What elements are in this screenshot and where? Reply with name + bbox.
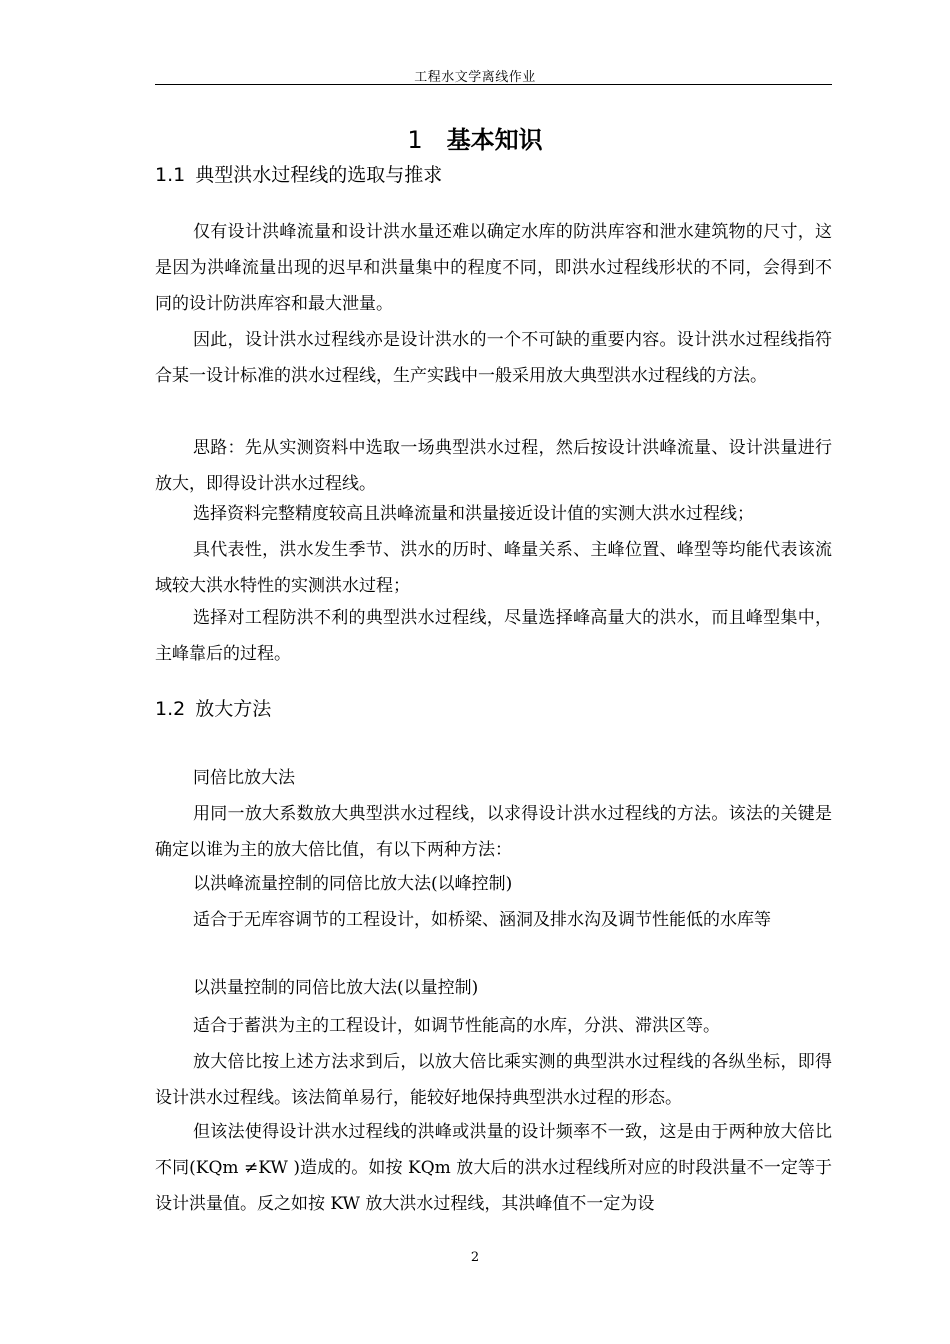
- page-number: 2: [470, 1250, 480, 1265]
- section-1-2-title: [155, 694, 271, 721]
- chapter-title: [0, 120, 950, 155]
- paragraph: 放大倍比按上述方法求到后，以放大倍比乘实测的典型洪水过程线的各纵坐标，即得设计洪水过程线。该法简单易行，能较好地保持典型洪水过程的形态。: [155, 1052, 832, 1108]
- paragraph: 因此，设计洪水过程线亦是设计洪水的一个不可缺的重要内容。设计洪水过程线指符合某一设计标准的洪水过程线，生产实践中一般采用放大典型洪水过程线的方法。: [155, 330, 832, 386]
- paragraph: 选择资料完整精度较高且洪峰流量和洪量接近设计值的实测大洪水过程线；: [193, 504, 754, 524]
- subheading: 同倍比放大法: [193, 768, 295, 788]
- chapter-number: 1: [407, 126, 423, 154]
- method-line: 适合于蓄洪为主的工程设计，如调节性能高的水库，分洪、滞洪区等。: [193, 1016, 720, 1036]
- header-divider: [155, 84, 832, 85]
- chapter-title-text: 基本知识: [446, 126, 543, 154]
- method-line: 以洪峰流量控制的同倍比放大法(以峰控制): [193, 874, 513, 894]
- method-line: 以洪量控制的同倍比放大法(以量控制): [193, 978, 479, 998]
- paragraph: 但该法使得设计洪水过程线的洪峰或洪量的设计频率不一致，这是由于两种放大倍比不同(KQm ≠KW )造成的。如按 KQm 放大后的洪水过程线所对应的时段洪量不一定等于设计洪量值。反之如按 KW 放大洪水过程线，其洪峰值不一定为设: [155, 1122, 832, 1214]
- method-line: 适合于无库容调节的工程设计，如桥梁、涵洞及排水沟及调节性能低的水库等: [193, 910, 771, 930]
- section-1-1-title: [155, 160, 442, 187]
- paragraph: 具代表性，洪水发生季节、洪水的历时、峰量关系、主峰位置、峰型等均能代表该流域较大洪水特性的实测洪水过程；: [155, 540, 832, 596]
- paragraph: 思路：先从实测资料中选取一场典型洪水过程，然后按设计洪峰流量、设计洪量进行放大，即得设计洪水过程线。: [155, 438, 832, 494]
- section-1-2-number: 1.2: [155, 698, 186, 720]
- paragraph: 用同一放大系数放大典型洪水过程线，以求得设计洪水过程线的方法。该法的关键是确定以谁为主的放大倍比值，有以下两种方法：: [155, 804, 832, 860]
- page-header: 工程水文学离线作业: [414, 70, 536, 85]
- section-1-2-title-text: 放大方法: [195, 698, 272, 720]
- section-1-1-number: 1.1: [155, 164, 186, 186]
- section-1-1-title-text: 典型洪水过程线的选取与推求: [195, 164, 443, 186]
- paragraph: 仅有设计洪峰流量和设计洪水量还难以确定水库的防洪库容和泄水建筑物的尺寸，这是因为洪峰流量出现的迟早和洪量集中的程度不同，即洪水过程线形状的不同，会得到不同的设计防洪库容和最大泄量。: [155, 222, 832, 314]
- paragraph: 选择对工程防洪不利的典型洪水过程线，尽量选择峰高量大的洪水，而且峰型集中，主峰靠后的过程。: [155, 608, 832, 664]
